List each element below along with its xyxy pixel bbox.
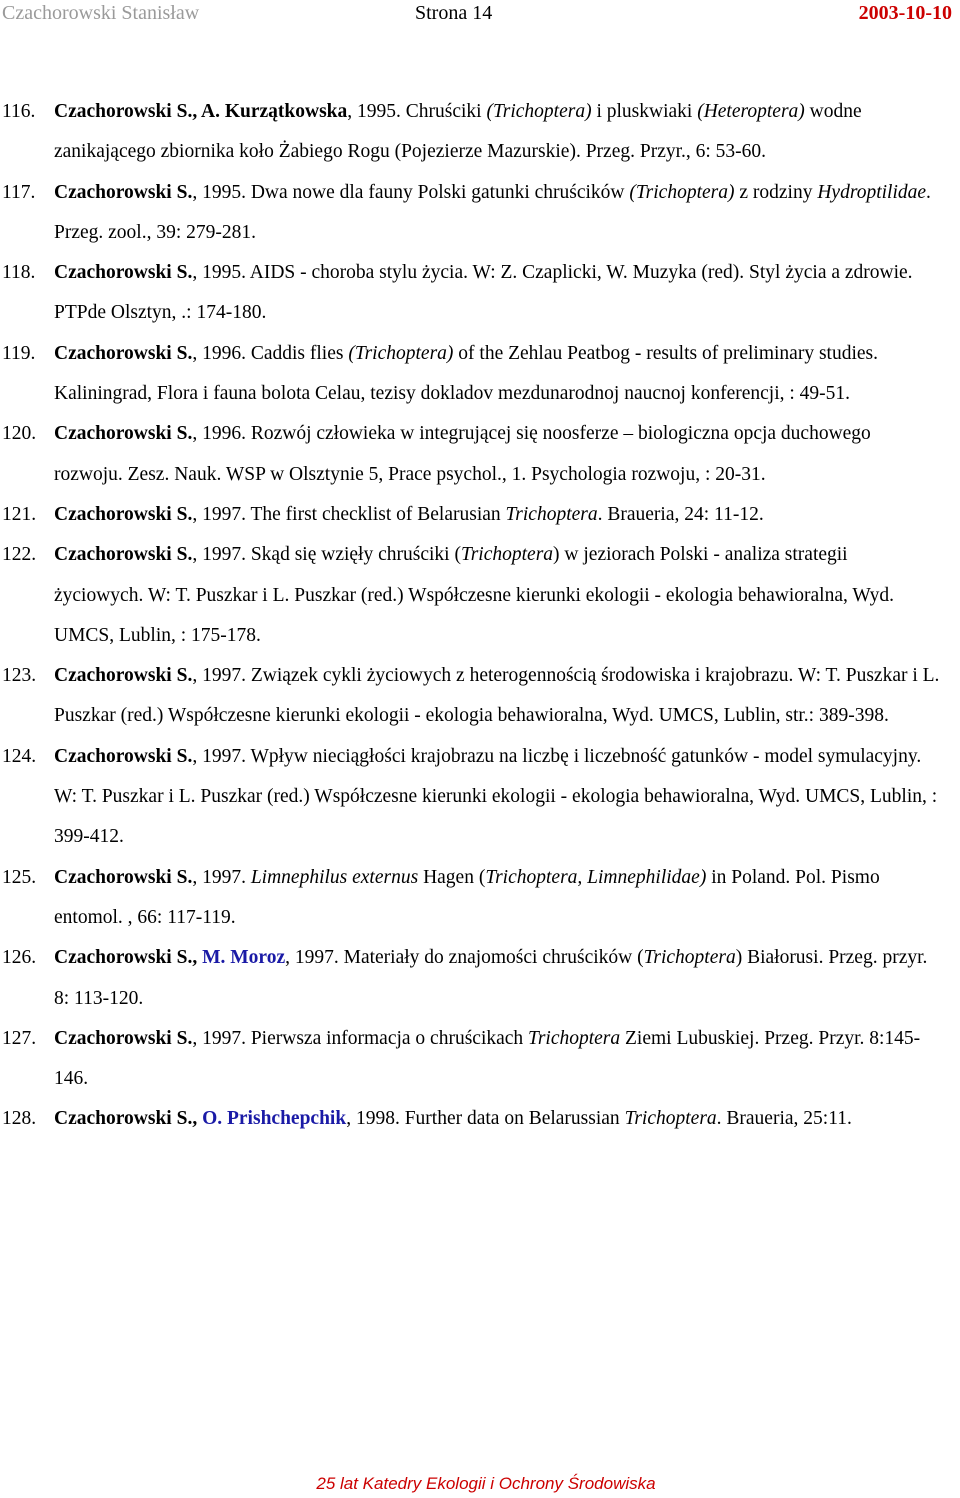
reference-text: , 1997. Pierwsza informacja o chruścikach (192, 1027, 529, 1049)
reference-item (0, 92, 940, 173)
reference-item (0, 656, 940, 737)
reference-italic: (Heteroptera) (697, 101, 805, 122)
reference-number: 124. (2, 745, 37, 767)
reference-number: 122. (2, 544, 37, 566)
reference-italic: Trichoptera (528, 1027, 621, 1049)
header-author: Czachorowski Stanisław (2, 2, 200, 24)
reference-italic: Limnephilus externus (250, 866, 419, 888)
reference-text: , 1996. Caddis flies (192, 342, 349, 364)
reference-number: 119. (2, 342, 36, 364)
footer-text: 25 lat Katedry Ekologii i Ochrony Środowiska (316, 1474, 656, 1493)
reference-text: , 1997. Związek cykli życiowych z heterogennością środowiska i krajobrazu. W: T. Puszkar i L. Puszkar (red.) Współczesne kierunki ekologii - ekologia behawioralna, Wyd. UMCS, Lublin, str.: 389-398. (54, 665, 940, 727)
reference-number: 125. (2, 866, 37, 888)
reference-text: , 1995. Chruściki (347, 101, 487, 122)
reference-text: z rodziny (734, 181, 818, 203)
reference-item (0, 1019, 940, 1100)
reference-author: Czachorowski S. (54, 342, 193, 364)
reference-text: Ziemi Lubuskiej. Przeg. Przyr. 8:145-146. (54, 1027, 921, 1090)
reference-italic: Trichoptera, Limnephilidae) (485, 866, 707, 888)
reference-author: Czachorowski S., (54, 947, 198, 969)
reference-text: ) Białorusi. Przeg. przyr. 8: 113-120. (54, 947, 928, 1009)
reference-item (0, 495, 940, 535)
reference-number: 118. (2, 262, 36, 284)
reference-text: Hagen ( (418, 866, 486, 888)
reference-italic: Trichoptera (624, 1108, 717, 1130)
reference-text: , 1997. (192, 866, 251, 888)
reference-italic: Trichoptera (643, 947, 736, 969)
reference-item (0, 334, 940, 415)
reference-text: , 1997. Skąd się wzięły chruściki ( (192, 544, 461, 566)
page-header (0, 0, 960, 30)
reference-text: . Przeg. zool., 39: 279-281. (54, 181, 931, 243)
reference-author: Czachorowski S. (54, 866, 193, 888)
reference-author: Czachorowski S. (54, 423, 193, 445)
reference-item (0, 858, 940, 939)
reference-author: Czachorowski S., A. Kurzątkowska (54, 101, 348, 122)
reference-text: , 1998. Further data on Belarussian (346, 1108, 625, 1130)
reference-text: ) w jeziorach Polski - analiza strategii życiowych. W: T. Puszkar i L. Puszkar (red.) Współczesne kierunki ekologii - ekologia behawioralna, Wyd. UMCS, Lublin, : 175-178. (54, 544, 894, 646)
reference-item (0, 737, 940, 858)
reference-text: in Poland. Pol. Pismo entomol. , 66: 117-119. (54, 866, 880, 928)
header-page-number: Strona 14 (415, 2, 493, 24)
reference-text: , 1997. Wpływ nieciągłości krajobrazu na liczbę i liczebność gatunków - model symulacyjny. W: T. Puszkar i L. Puszkar (red.) Współczesne kierunki ekologii - ekologia behawioralna, Wyd. UMCS, Lublin, : 399-412. (54, 745, 938, 848)
reference-text: . Braueria, 24: 11-12. (597, 503, 764, 525)
reference-item (0, 414, 940, 495)
reference-coauthor: O. Prishchepchik (197, 1108, 347, 1130)
reference-list (0, 92, 940, 1140)
reference-italic: Hydroptilidae (817, 181, 927, 203)
reference-number: 116. (2, 101, 36, 122)
reference-italic: Trichoptera (505, 503, 598, 525)
reference-author: Czachorowski S. (54, 1027, 193, 1049)
reference-text: i pluskwiaki (591, 101, 698, 122)
reference-number: 128. (2, 1108, 37, 1130)
reference-text: . Braueria, 25:11. (716, 1108, 852, 1130)
reference-italic: Trichoptera (460, 544, 554, 566)
page-footer (0, 1474, 960, 1494)
reference-text: , 1997. The first checklist of Belarusian (192, 503, 506, 525)
reference-item (0, 1099, 940, 1139)
reference-number: 126. (2, 947, 37, 969)
reference-item (0, 173, 940, 254)
reference-text: wodne zanikającego zbiornika koło Żabiego Rogu (Pojezierze Mazurskie). Przeg. Przyr., 6: 53-60. (54, 101, 862, 163)
reference-author: Czachorowski S. (54, 665, 193, 687)
reference-author: Czachorowski S. (54, 262, 193, 284)
reference-number: 121. (2, 503, 37, 525)
reference-author: Czachorowski S. (54, 544, 193, 566)
reference-item (0, 938, 940, 1019)
reference-text: , 1995. Dwa nowe dla fauny Polski gatunki chruścików (192, 181, 630, 203)
reference-number: 127. (2, 1027, 37, 1049)
reference-number: 117. (2, 181, 36, 203)
reference-author: Czachorowski S., (54, 1108, 198, 1130)
reference-italic: (Trichoptera) (486, 101, 592, 122)
reference-coauthor: M. Moroz (197, 947, 286, 969)
reference-author: Czachorowski S. (54, 503, 193, 525)
reference-text: of the Zehlau Peatbog - results of preliminary studies. Kaliningrad, Flora i fauna bolota Celau, tezisy dokladov mezdunarodnoj naucnoj konferencji, : 49-51. (54, 342, 878, 405)
reference-text: , 1996. Rozwój człowieka w integrującej się noosferze – biologiczna opcja duchowego rozwoju. Zesz. Nauk. WSP w Olsztynie 5, Prace psychol., 1. Psychologia rozwoju, : 20-31. (54, 423, 871, 485)
reference-number: 123. (2, 665, 37, 687)
header-date: 2003-10-10 (858, 2, 952, 24)
reference-author: Czachorowski S. (54, 181, 193, 203)
reference-number: 120. (2, 423, 37, 445)
reference-italic: (Trichoptera) (348, 342, 454, 364)
reference-italic: (Trichoptera) (629, 181, 735, 203)
reference-text: , 1997. Materiały do znajomości chruścików ( (285, 947, 644, 969)
reference-item (0, 253, 940, 334)
reference-author: Czachorowski S. (54, 745, 193, 767)
reference-item (0, 535, 940, 656)
reference-text: , 1995. AIDS - choroba stylu życia. W: Z. Czaplicki, W. Muzyka (red). Styl życia a zdrowie. PTPde Olsztyn, .: 174-180. (54, 262, 913, 324)
